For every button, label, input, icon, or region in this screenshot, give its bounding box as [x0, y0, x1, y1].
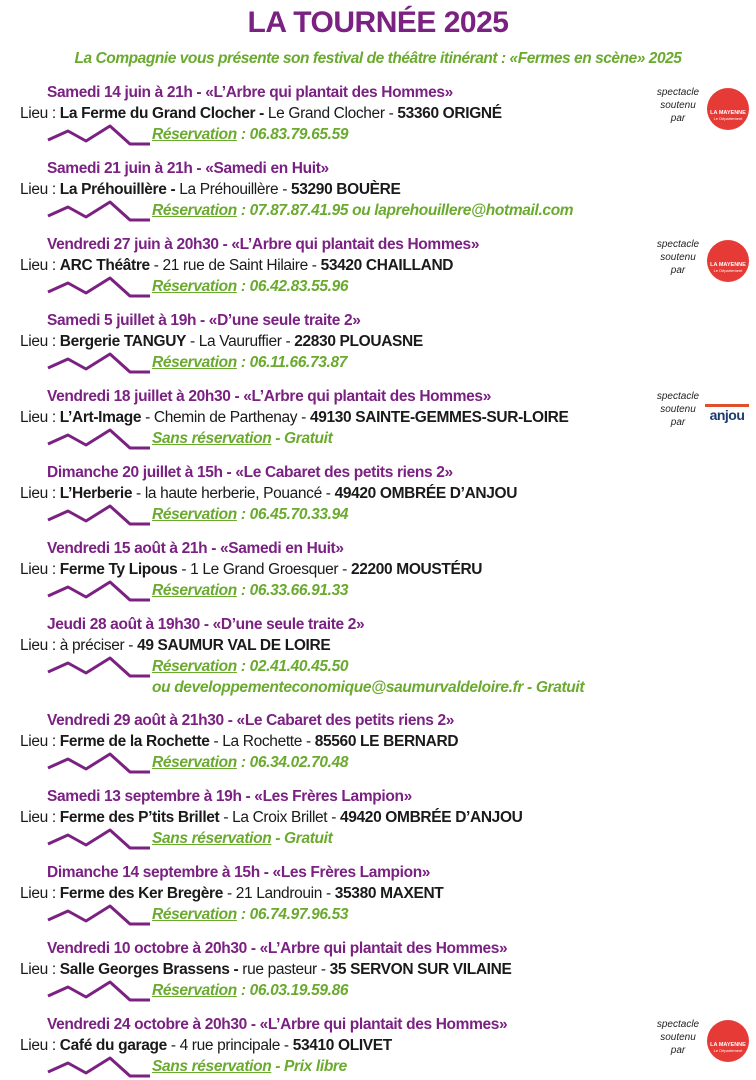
event-item — [0, 462, 756, 538]
venue-city: 49130 SAINTE-GEMMES-SUR-LOIRE — [309, 409, 569, 426]
venue-name: La Ferme du Grand Clocher - — [59, 105, 264, 122]
lieu-label: Lieu : — [20, 1037, 60, 1054]
reservation-info — [152, 828, 332, 849]
reservation-detail: : 06.42.83.55.96 — [236, 278, 349, 295]
event-item — [0, 710, 756, 786]
sponsor-note — [652, 390, 704, 429]
reservation-label: Réservation — [152, 506, 237, 523]
sponsor-note — [652, 238, 704, 277]
page-title: LA TOURNÉE 2025 — [247, 6, 509, 39]
event-location — [20, 407, 569, 428]
venue-name: La Préhouillère - — [59, 181, 176, 198]
lieu-label: Lieu : — [20, 961, 60, 978]
lieu-label: Lieu : — [20, 637, 60, 654]
la-mayenne-logo — [707, 240, 749, 282]
logo-text: Le Département — [713, 1048, 743, 1053]
reservation-info — [152, 200, 573, 221]
venue-city: 53360 ORIGNÉ — [397, 105, 502, 122]
lieu-label: Lieu : — [20, 105, 60, 122]
event-title: Vendredi 15 août à 21h - «Samedi en Huit» — [47, 540, 344, 557]
venue-city: 53410 OLIVET — [292, 1037, 392, 1054]
event-title: Dimanche 14 septembre à 15h - «Les Frères Lampion» — [47, 864, 431, 881]
reservation-info — [152, 428, 332, 449]
event-item — [0, 82, 756, 158]
event-item — [0, 310, 756, 386]
venue-address: - 4 rue principale - — [166, 1037, 293, 1054]
venue-city: 35 SERVON SUR VILAINE — [329, 961, 512, 978]
zigzag-decoration-icon — [46, 122, 152, 146]
sponsor-text: spectacle — [656, 391, 700, 402]
reservation-label: Sans réservation — [152, 830, 272, 847]
zigzag-decoration-icon — [46, 826, 152, 850]
reservation-label: Réservation — [152, 658, 237, 675]
reservation-label: Réservation — [152, 906, 237, 923]
venue-address: rue pasteur - — [238, 961, 330, 978]
reservation-label: Réservation — [152, 982, 237, 999]
reservation-label: Réservation — [152, 582, 237, 599]
event-location — [20, 255, 453, 276]
lieu-label: Lieu : — [20, 809, 60, 826]
sponsor-note — [652, 1018, 704, 1057]
event-title: Vendredi 10 octobre à 20h30 - «L’Arbre qui plantait des Hommes» — [47, 940, 508, 957]
sponsor-text: soutenu — [660, 1032, 696, 1043]
sponsor-text: par — [670, 265, 686, 276]
reservation-info — [152, 1056, 347, 1077]
zigzag-decoration-icon — [46, 654, 152, 678]
zigzag-decoration-icon — [46, 426, 152, 450]
venue-name: Ferme de la Rochette — [59, 733, 210, 750]
venue-address: - Chemin de Parthenay - — [141, 409, 310, 426]
logo-text: Le Département — [713, 116, 743, 121]
event-title: Vendredi 18 juillet à 20h30 - «L’Arbre qui plantait des Hommes» — [47, 388, 491, 405]
event-title: Samedi 14 juin à 21h - «L’Arbre qui plantait des Hommes» — [47, 84, 453, 101]
reservation-label: Réservation — [152, 754, 237, 771]
event-location — [20, 331, 423, 352]
venue-address: - La Vauruffier - — [186, 333, 295, 350]
reservation-label: Réservation — [152, 278, 237, 295]
lieu-label: Lieu : — [20, 257, 60, 274]
venue-address: - 21 rue de Saint Hilaire - — [149, 257, 321, 274]
venue-city: 49 SAUMUR VAL DE LOIRE — [137, 637, 331, 654]
sponsor-text: soutenu — [660, 404, 696, 415]
zigzag-decoration-icon — [46, 1054, 152, 1078]
venue-address: à préciser - — [59, 637, 138, 654]
reservation-detail: : 06.45.70.33.94 — [236, 506, 349, 523]
venue-address: La Préhouillère - — [175, 181, 291, 198]
event-item — [0, 158, 756, 234]
zigzag-decoration-icon — [46, 198, 152, 222]
event-title: Samedi 13 septembre à 19h - «Les Frères Lampion» — [47, 788, 412, 805]
venue-name: Bergerie TANGUY — [59, 333, 187, 350]
zigzag-decoration-icon — [46, 750, 152, 774]
sponsor-text: spectacle — [656, 239, 700, 250]
lieu-label: Lieu : — [20, 885, 60, 902]
event-title: Jeudi 28 août à 19h30 - «D’une seule traite 2» — [47, 616, 365, 633]
reservation-detail: : 06.33.66.91.33 — [236, 582, 349, 599]
event-location — [20, 807, 523, 828]
event-location — [20, 883, 443, 904]
reservation-detail: - Gratuit — [271, 830, 333, 847]
reservation-detail: : 06.83.79.65.59 — [236, 126, 349, 143]
venue-city: 53290 BOUÈRE — [290, 181, 401, 198]
reservation-detail: - Gratuit — [271, 430, 333, 447]
lieu-label: Lieu : — [20, 485, 60, 502]
event-title: Vendredi 24 octobre à 20h30 - «L’Arbre qui plantait des Hommes» — [47, 1016, 508, 1033]
venue-name: ARC Théâtre — [59, 257, 150, 274]
event-title: Vendredi 29 août à 21h30 - «Le Cabaret des petits riens 2» — [47, 712, 454, 729]
sponsor-text: soutenu — [660, 252, 696, 263]
venue-address: - La Rochette - — [209, 733, 315, 750]
reservation-detail: - Prix libre — [271, 1058, 347, 1075]
la-mayenne-logo — [707, 88, 749, 130]
venue-address: - la haute herberie, Pouancé - — [132, 485, 335, 502]
lieu-label: Lieu : — [20, 733, 60, 750]
event-title: Dimanche 20 juillet à 15h - «Le Cabaret des petits riens 2» — [47, 464, 453, 481]
event-item — [0, 386, 756, 462]
anjou-logo — [705, 404, 749, 422]
reservation-extra: ou developpementeconomique@saumurvaldeloire.fr - Gratuit — [152, 679, 585, 696]
venue-city: 49420 OMBRÉE D’ANJOU — [340, 809, 523, 826]
event-item — [0, 234, 756, 310]
event-item — [0, 862, 756, 938]
venue-address: Le Grand Clocher - — [263, 105, 398, 122]
venue-city: 22200 MOUSTÉRU — [350, 561, 483, 578]
reservation-info — [152, 980, 348, 1001]
venue-name: Ferme des Ker Bregère — [59, 885, 224, 902]
event-location — [20, 179, 401, 200]
venue-name: L’Herberie — [59, 485, 133, 502]
venue-name: Salle Georges Brassens - — [59, 961, 239, 978]
event-location — [20, 1035, 392, 1056]
reservation-detail: : 06.74.97.96.53 — [236, 906, 349, 923]
reservation-label: Réservation — [152, 202, 237, 219]
event-title: Samedi 21 juin à 21h - «Samedi en Huit» — [47, 160, 329, 177]
sponsor-note — [652, 86, 704, 125]
zigzag-decoration-icon — [46, 578, 152, 602]
event-item — [0, 786, 756, 862]
event-location — [20, 559, 482, 580]
la-mayenne-logo — [707, 1020, 749, 1062]
event-item — [0, 1014, 756, 1080]
event-location — [20, 731, 458, 752]
zigzag-decoration-icon — [46, 350, 152, 374]
logo-text: LA MAYENNE — [710, 262, 746, 268]
sponsor-text: soutenu — [660, 100, 696, 111]
reservation-detail: : 07.87.87.41.95 ou laprehouillere@hotmail.com — [236, 202, 574, 219]
venue-name: L’Art-Image — [59, 409, 142, 426]
zigzag-decoration-icon — [46, 502, 152, 526]
reservation-info — [152, 276, 348, 297]
event-title: Samedi 5 juillet à 19h - «D’une seule traite 2» — [47, 312, 361, 329]
venue-city: 22830 PLOUASNE — [294, 333, 423, 350]
venue-city: 53420 CHAILLAND — [320, 257, 454, 274]
venue-address: - La Croix Brillet - — [219, 809, 340, 826]
reservation-info — [152, 752, 348, 773]
event-location — [20, 483, 517, 504]
reservation-detail: : 06.34.02.70.48 — [236, 754, 349, 771]
zigzag-decoration-icon — [46, 274, 152, 298]
reservation-label: Sans réservation — [152, 430, 272, 447]
sponsor-text: spectacle — [656, 87, 700, 98]
venue-city: 85560 LE BERNARD — [314, 733, 459, 750]
event-location — [20, 635, 330, 656]
page-subtitle: La Compagnie vous présente son festival de théâtre itinérant : «Fermes en scène» 2025 — [74, 50, 682, 67]
venue-city: 35380 MAXENT — [334, 885, 444, 902]
venue-name: Café du garage — [59, 1037, 167, 1054]
venue-address: - 21 Landrouin - — [223, 885, 335, 902]
sponsor-text: spectacle — [656, 1019, 700, 1030]
zigzag-decoration-icon — [46, 902, 152, 926]
logo-text: LA MAYENNE — [710, 110, 746, 116]
lieu-label: Lieu : — [20, 333, 60, 350]
lieu-label: Lieu : — [20, 409, 60, 426]
event-title: Vendredi 27 juin à 20h30 - «L’Arbre qui plantait des Hommes» — [47, 236, 480, 253]
lieu-label: Lieu : — [20, 181, 60, 198]
event-item — [0, 538, 756, 614]
reservation-detail: : 02.41.40.45.50 — [236, 658, 349, 675]
reservation-info — [152, 504, 348, 525]
venue-name: Ferme des P’tits Brillet — [59, 809, 220, 826]
venue-address: - 1 Le Grand Groesquer - — [177, 561, 351, 578]
reservation-detail: : 06.03.19.59.86 — [236, 982, 349, 999]
sponsor-text: par — [670, 1045, 686, 1056]
event-list — [0, 82, 756, 1080]
reservation-label: Sans réservation — [152, 1058, 272, 1075]
reservation-detail: : 06.11.66.73.87 — [236, 354, 347, 371]
event-item — [0, 938, 756, 1014]
zigzag-decoration-icon — [46, 978, 152, 1002]
logo-text: anjou — [709, 407, 745, 423]
lieu-label: Lieu : — [20, 561, 60, 578]
reservation-info — [152, 580, 348, 601]
reservation-info — [152, 352, 347, 373]
venue-city: 49420 OMBRÉE D’ANJOU — [334, 485, 518, 502]
event-item — [0, 614, 756, 710]
sponsor-text: par — [670, 113, 686, 124]
sponsor-text: par — [670, 417, 686, 428]
venue-name: Ferme Ty Lipous — [59, 561, 178, 578]
logo-text: LA MAYENNE — [710, 1042, 746, 1048]
event-location — [20, 103, 502, 124]
reservation-label: Réservation — [152, 354, 237, 371]
reservation-info — [152, 656, 348, 677]
logo-text: Le Département — [713, 268, 743, 273]
event-location — [20, 959, 511, 980]
reservation-label: Réservation — [152, 126, 237, 143]
reservation-info — [152, 124, 348, 145]
reservation-info — [152, 904, 348, 925]
